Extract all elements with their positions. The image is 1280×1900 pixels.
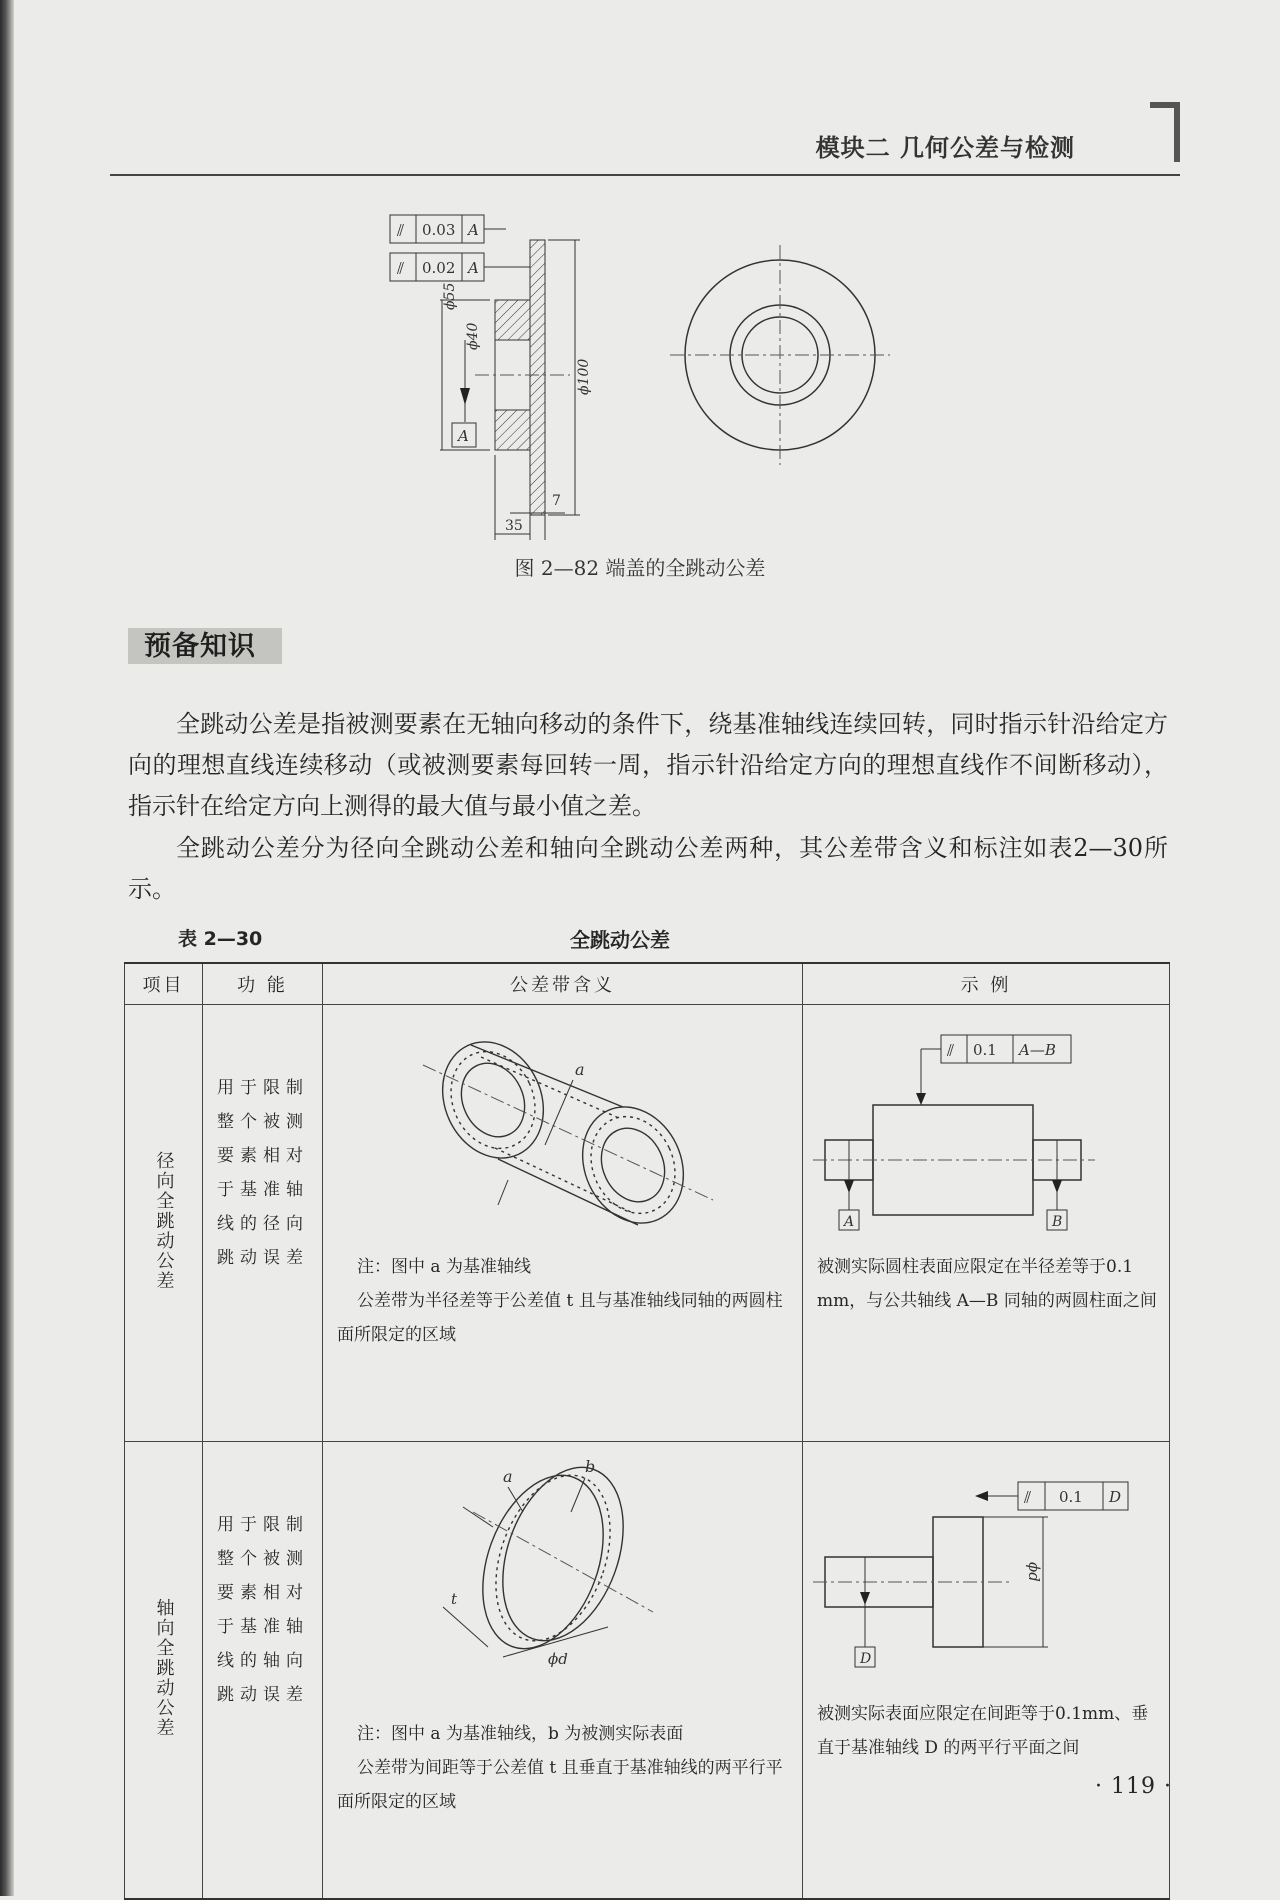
- paragraph-definition: 全跳动公差是指被测要素在无轴向移动的条件下，绕基准轴线连续回转，同时指示针沿给定方向的理想直线连续移动（或被测要素每回转一周，指示针沿给定方向的理想直线作不间断移动），指示针在给定方向上测得的最大值与最小值之差。: [128, 710, 1168, 820]
- axial-runout-example-drawing: [803, 1442, 1168, 1692]
- datum-a: A: [844, 1214, 855, 1230]
- table-row: [125, 1442, 1170, 1900]
- fcf-example-2: [975, 1482, 1128, 1510]
- fcf-example-1: [916, 1035, 1071, 1105]
- label-phi-d: ϕd: [548, 1650, 568, 1668]
- note-1: 注：图中 a 为基准轴线，b 为被测实际表面: [357, 1724, 684, 1744]
- function-text: 用于限制整个被测要素相对于基准轴线的轴向跳动误差: [203, 1442, 323, 1900]
- total-runout-icon: ⫽: [1024, 1488, 1032, 1507]
- section-heading: [128, 628, 282, 664]
- item-label: 径向全跳动公差: [153, 1150, 175, 1291]
- fcf1-datum: A: [468, 221, 479, 239]
- zone-cell: [323, 1005, 803, 1442]
- example-datum: A—B: [1019, 1041, 1056, 1059]
- radial-runout-example-drawing: [803, 1005, 1168, 1245]
- fcf-1: [390, 215, 506, 243]
- header-corner-mark: [1150, 102, 1180, 162]
- axial-runout-zone-diagram: [323, 1442, 801, 1712]
- note-2: 公差带为间距等于公差值 t 且垂直于基准轴线的两平行平面所限定的区域: [337, 1758, 783, 1812]
- fcf2-value: 0.02: [422, 259, 456, 277]
- function-text: 用于限制整个被测要素相对于基准轴线的径向跳动误差: [203, 1005, 323, 1442]
- page-number: · 119 ·: [1095, 1774, 1172, 1799]
- page-binding-edge: [0, 0, 14, 1896]
- table-row: [125, 1005, 1170, 1442]
- example-dim: ϕd: [1025, 1562, 1043, 1582]
- datum-label-a: A: [458, 427, 469, 445]
- figure-caption: 图 2—82 端盖的全跳动公差: [514, 556, 766, 580]
- example-text: 被测实际圆柱表面应限定在半径差等于0.1 mm，与公共轴线 A—B 同轴的两圆柱面之间: [817, 1257, 1157, 1311]
- fcf2-datum: A: [468, 259, 479, 277]
- end-cap-front-view: [670, 245, 890, 465]
- item-cell: [125, 1442, 203, 1900]
- dim-d40: ϕ40: [465, 322, 481, 350]
- label-a: a: [503, 1467, 513, 1486]
- paragraph-types: 全跳动公差分为径向全跳动公差和轴向全跳动公差两种，其公差带含义和标注如表2—30所示。: [128, 834, 1168, 903]
- label-b: b: [585, 1457, 596, 1476]
- end-cap-drawing: [380, 210, 920, 550]
- section-title: 预备知识: [144, 631, 256, 662]
- header-item: 项目: [125, 963, 203, 1005]
- end-cap-section: [475, 240, 570, 515]
- dim-d100: ϕ100: [576, 358, 592, 395]
- example-cell: [803, 1005, 1170, 1442]
- item-cell: [125, 1005, 203, 1442]
- label-t: t: [451, 1590, 458, 1608]
- total-runout-icon: ⫽: [397, 259, 405, 278]
- label-a: a: [575, 1060, 585, 1079]
- dim-35: 35: [505, 518, 523, 534]
- dim-7: 7: [552, 493, 561, 509]
- header-rule: [110, 174, 1180, 176]
- fcf1-value: 0.03: [422, 221, 456, 239]
- table-number: 表 2—30: [178, 928, 263, 950]
- note-1: 注：图中 a 为基准轴线: [357, 1257, 531, 1277]
- total-runout-table: [124, 962, 1170, 1900]
- example-cell: [803, 1442, 1170, 1900]
- zone-cell: [323, 1442, 803, 1900]
- datum-b: B: [1052, 1214, 1063, 1230]
- table-title: 全跳动公差: [570, 928, 670, 952]
- example-value: 0.1: [973, 1041, 997, 1059]
- total-runout-icon: ⫽: [397, 221, 405, 240]
- running-header: [110, 120, 1180, 176]
- header-example: 示 例: [803, 963, 1170, 1005]
- example-datum: D: [1109, 1488, 1122, 1506]
- example-text: 被测实际表面应限定在间距等于0.1mm、垂直于基准轴线 D 的两平行平面之间: [817, 1704, 1149, 1758]
- dim-d55: ϕ55: [442, 282, 458, 310]
- note-2: 公差带为半径差等于公差值 t 且与基准轴线同轴的两圆柱面所限定的区域: [337, 1291, 783, 1345]
- radial-runout-zone-diagram: [323, 1005, 801, 1245]
- datum-d: D: [860, 1651, 872, 1667]
- header-function: 功 能: [203, 963, 323, 1005]
- item-label: 轴向全跳动公差: [153, 1597, 175, 1738]
- example-value: 0.1: [1059, 1488, 1083, 1506]
- header-zone-meaning: 公差带含义: [323, 963, 803, 1005]
- total-runout-icon: ⫽: [947, 1041, 955, 1060]
- header-title: 模块二 几何公差与检测: [815, 134, 1075, 162]
